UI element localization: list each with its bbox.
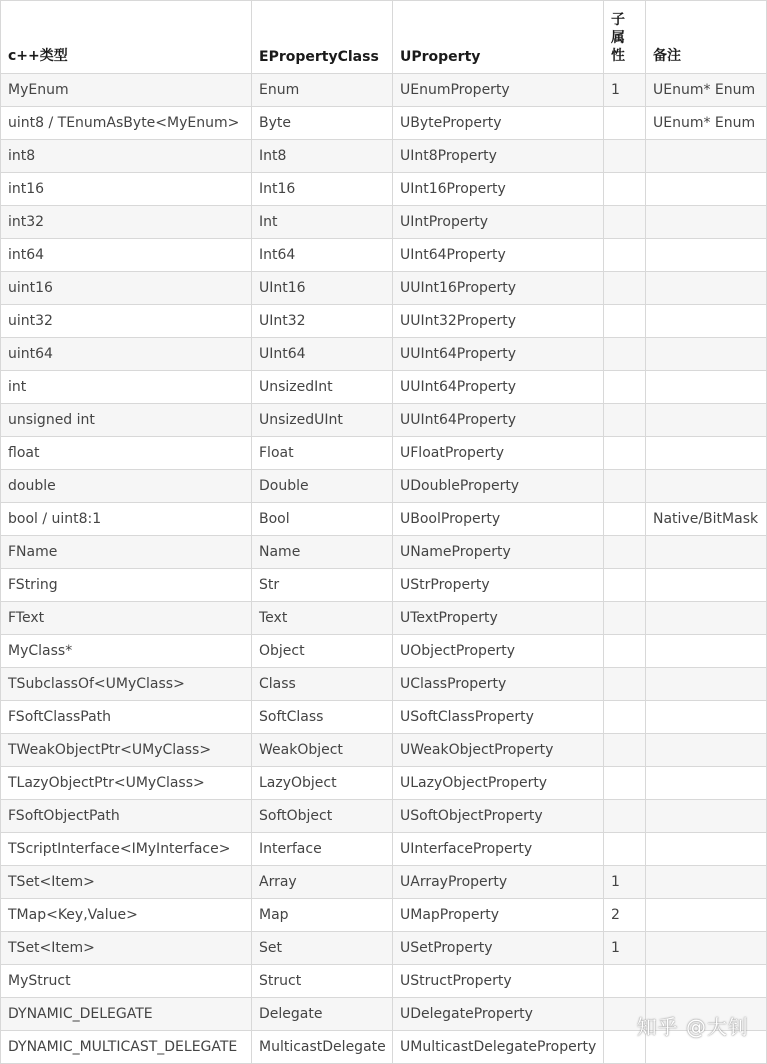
cell-sub-properties <box>604 767 646 800</box>
cell-eproperty-class: Delegate <box>252 998 393 1031</box>
cell-sub-properties: 1 <box>604 932 646 965</box>
cell-eproperty-class: Struct <box>252 965 393 998</box>
table-row <box>1 371 767 404</box>
cell-eproperty-class: Int8 <box>252 140 393 173</box>
cell-uproperty: UByteProperty <box>393 107 604 140</box>
table-row <box>1 239 767 272</box>
cell-eproperty-class: WeakObject <box>252 734 393 767</box>
cell-cpp-type: uint16 <box>1 272 252 305</box>
cell-sub-properties <box>604 338 646 371</box>
table-row <box>1 173 767 206</box>
cell-uproperty: UDoubleProperty <box>393 470 604 503</box>
cell-eproperty-class: UInt32 <box>252 305 393 338</box>
cell-cpp-type: MyStruct <box>1 965 252 998</box>
cell-sub-properties <box>604 569 646 602</box>
cell-cpp-type: TMap<Key,Value> <box>1 899 252 932</box>
header-cpp-type: c++类型 <box>1 1 252 74</box>
cell-uproperty: UInt16Property <box>393 173 604 206</box>
cell-cpp-type: float <box>1 437 252 470</box>
cell-uproperty: UInterfaceProperty <box>393 833 604 866</box>
cell-eproperty-class: Double <box>252 470 393 503</box>
cell-eproperty-class: Bool <box>252 503 393 536</box>
cell-sub-properties <box>604 503 646 536</box>
cell-sub-properties <box>604 833 646 866</box>
cell-remarks <box>646 338 767 371</box>
header-eproperty-class: EPropertyClass <box>252 1 393 74</box>
cell-uproperty: UMulticastDelegateProperty <box>393 1031 604 1064</box>
cell-uproperty: UFloatProperty <box>393 437 604 470</box>
cell-uproperty: UInt64Property <box>393 239 604 272</box>
header-row <box>1 1 767 74</box>
cell-sub-properties <box>604 272 646 305</box>
cell-sub-properties <box>604 173 646 206</box>
table-row <box>1 503 767 536</box>
cell-eproperty-class: Int64 <box>252 239 393 272</box>
table-row <box>1 668 767 701</box>
cell-eproperty-class: UnsizedUInt <box>252 404 393 437</box>
cell-eproperty-class: Set <box>252 932 393 965</box>
cell-eproperty-class: UInt64 <box>252 338 393 371</box>
table-row <box>1 635 767 668</box>
cell-sub-properties <box>604 239 646 272</box>
cell-uproperty: UClassProperty <box>393 668 604 701</box>
cell-cpp-type: TSet<Item> <box>1 932 252 965</box>
cell-sub-properties <box>604 701 646 734</box>
header-sub-properties: 子属性 <box>604 1 646 74</box>
cell-cpp-type: TSubclassOf<UMyClass> <box>1 668 252 701</box>
cell-remarks <box>646 536 767 569</box>
cell-remarks <box>646 668 767 701</box>
cell-uproperty: UIntProperty <box>393 206 604 239</box>
cell-uproperty: UTextProperty <box>393 602 604 635</box>
table-row <box>1 701 767 734</box>
cell-sub-properties <box>604 140 646 173</box>
cell-cpp-type: int16 <box>1 173 252 206</box>
table-row <box>1 866 767 899</box>
cell-cpp-type: FSoftObjectPath <box>1 800 252 833</box>
cell-uproperty: UInt8Property <box>393 140 604 173</box>
cell-uproperty: UObjectProperty <box>393 635 604 668</box>
cell-uproperty: USoftObjectProperty <box>393 800 604 833</box>
cell-uproperty: UUInt64Property <box>393 371 604 404</box>
cell-sub-properties <box>604 602 646 635</box>
cell-uproperty: UStrProperty <box>393 569 604 602</box>
cell-cpp-type: int8 <box>1 140 252 173</box>
cell-remarks <box>646 767 767 800</box>
cell-sub-properties <box>604 635 646 668</box>
cell-eproperty-class: Str <box>252 569 393 602</box>
cell-remarks <box>646 272 767 305</box>
cell-eproperty-class: UnsizedInt <box>252 371 393 404</box>
cell-uproperty: UUInt64Property <box>393 404 604 437</box>
cell-eproperty-class: Class <box>252 668 393 701</box>
cell-remarks <box>646 470 767 503</box>
table-row <box>1 206 767 239</box>
cell-sub-properties <box>604 470 646 503</box>
cell-eproperty-class: Float <box>252 437 393 470</box>
table-row <box>1 800 767 833</box>
cell-uproperty: ULazyObjectProperty <box>393 767 604 800</box>
table-row <box>1 833 767 866</box>
cell-cpp-type: TWeakObjectPtr<UMyClass> <box>1 734 252 767</box>
cell-remarks <box>646 965 767 998</box>
cell-cpp-type: MyEnum <box>1 74 252 107</box>
cell-cpp-type: TSet<Item> <box>1 866 252 899</box>
table-row <box>1 272 767 305</box>
cell-cpp-type: DYNAMIC_DELEGATE <box>1 998 252 1031</box>
cell-remarks <box>646 404 767 437</box>
cell-cpp-type: FString <box>1 569 252 602</box>
cell-remarks <box>646 437 767 470</box>
cell-sub-properties <box>604 668 646 701</box>
cell-cpp-type: int <box>1 371 252 404</box>
cell-sub-properties <box>604 206 646 239</box>
cell-eproperty-class: Enum <box>252 74 393 107</box>
table-row <box>1 965 767 998</box>
header-uproperty: UProperty <box>393 1 604 74</box>
cell-eproperty-class: Object <box>252 635 393 668</box>
cell-eproperty-class: Int <box>252 206 393 239</box>
cell-sub-properties <box>604 734 646 767</box>
cell-cpp-type: FText <box>1 602 252 635</box>
table-row <box>1 404 767 437</box>
cell-eproperty-class: Interface <box>252 833 393 866</box>
cell-uproperty: UNameProperty <box>393 536 604 569</box>
cell-eproperty-class: Int16 <box>252 173 393 206</box>
cell-eproperty-class: Text <box>252 602 393 635</box>
table-row <box>1 536 767 569</box>
cell-eproperty-class: Byte <box>252 107 393 140</box>
cell-sub-properties <box>604 965 646 998</box>
cell-eproperty-class: SoftClass <box>252 701 393 734</box>
cell-cpp-type: TLazyObjectPtr<UMyClass> <box>1 767 252 800</box>
table-header <box>1 1 767 74</box>
cell-cpp-type: FSoftClassPath <box>1 701 252 734</box>
cell-eproperty-class: LazyObject <box>252 767 393 800</box>
cell-remarks: UEnum* Enum <box>646 107 767 140</box>
cell-remarks <box>646 701 767 734</box>
cell-cpp-type: DYNAMIC_MULTICAST_DELEGATE <box>1 1031 252 1064</box>
cell-cpp-type: int64 <box>1 239 252 272</box>
cell-remarks: Native/BitMask <box>646 503 767 536</box>
cell-sub-properties <box>604 404 646 437</box>
table-row <box>1 899 767 932</box>
cell-uproperty: UUInt32Property <box>393 305 604 338</box>
cell-cpp-type: TScriptInterface<IMyInterface> <box>1 833 252 866</box>
table-row <box>1 569 767 602</box>
table-row <box>1 107 767 140</box>
cell-uproperty: UStructProperty <box>393 965 604 998</box>
cell-remarks <box>646 635 767 668</box>
cell-sub-properties <box>604 107 646 140</box>
cell-uproperty: UWeakObjectProperty <box>393 734 604 767</box>
cell-remarks <box>646 371 767 404</box>
table-row <box>1 734 767 767</box>
table-row <box>1 602 767 635</box>
cell-sub-properties: 1 <box>604 74 646 107</box>
cell-eproperty-class: Map <box>252 899 393 932</box>
table-row <box>1 470 767 503</box>
cell-sub-properties <box>604 437 646 470</box>
cell-eproperty-class: Name <box>252 536 393 569</box>
table-row <box>1 74 767 107</box>
cell-eproperty-class: SoftObject <box>252 800 393 833</box>
cell-sub-properties <box>604 536 646 569</box>
cell-uproperty: UDelegateProperty <box>393 998 604 1031</box>
header-remarks: 备注 <box>646 1 767 74</box>
table-row <box>1 767 767 800</box>
cell-cpp-type: unsigned int <box>1 404 252 437</box>
cell-remarks <box>646 899 767 932</box>
table-row <box>1 932 767 965</box>
cell-cpp-type: double <box>1 470 252 503</box>
cell-sub-properties: 1 <box>604 866 646 899</box>
cell-uproperty: UBoolProperty <box>393 503 604 536</box>
cell-cpp-type: bool / uint8:1 <box>1 503 252 536</box>
cell-cpp-type: int32 <box>1 206 252 239</box>
cell-uproperty: UArrayProperty <box>393 866 604 899</box>
cell-cpp-type: FName <box>1 536 252 569</box>
cell-cpp-type: uint8 / TEnumAsByte<MyEnum> <box>1 107 252 140</box>
cell-sub-properties: 2 <box>604 899 646 932</box>
cell-remarks <box>646 569 767 602</box>
cell-remarks <box>646 239 767 272</box>
cell-eproperty-class: UInt16 <box>252 272 393 305</box>
cell-sub-properties <box>604 800 646 833</box>
table-row <box>1 140 767 173</box>
cell-cpp-type: MyClass* <box>1 635 252 668</box>
table-row <box>1 437 767 470</box>
cell-remarks <box>646 173 767 206</box>
cell-remarks <box>646 140 767 173</box>
table-body <box>1 74 767 1064</box>
watermark: 知乎 @大钊 <box>636 1015 749 1039</box>
cell-sub-properties <box>604 305 646 338</box>
cell-sub-properties <box>604 371 646 404</box>
cell-uproperty: USetProperty <box>393 932 604 965</box>
table-row <box>1 338 767 371</box>
cell-remarks <box>646 932 767 965</box>
cell-uproperty: UEnumProperty <box>393 74 604 107</box>
cell-eproperty-class: Array <box>252 866 393 899</box>
cell-remarks <box>646 602 767 635</box>
cell-remarks: UEnum* Enum <box>646 74 767 107</box>
cell-uproperty: USoftClassProperty <box>393 701 604 734</box>
table-row <box>1 305 767 338</box>
cell-remarks <box>646 305 767 338</box>
cell-uproperty: UMapProperty <box>393 899 604 932</box>
cell-uproperty: UUInt16Property <box>393 272 604 305</box>
cell-cpp-type: uint64 <box>1 338 252 371</box>
cell-remarks <box>646 734 767 767</box>
cell-remarks <box>646 866 767 899</box>
cell-cpp-type: uint32 <box>1 305 252 338</box>
cell-eproperty-class: MulticastDelegate <box>252 1031 393 1064</box>
cell-uproperty: UUInt64Property <box>393 338 604 371</box>
cell-remarks <box>646 833 767 866</box>
cell-remarks <box>646 800 767 833</box>
cell-remarks <box>646 206 767 239</box>
